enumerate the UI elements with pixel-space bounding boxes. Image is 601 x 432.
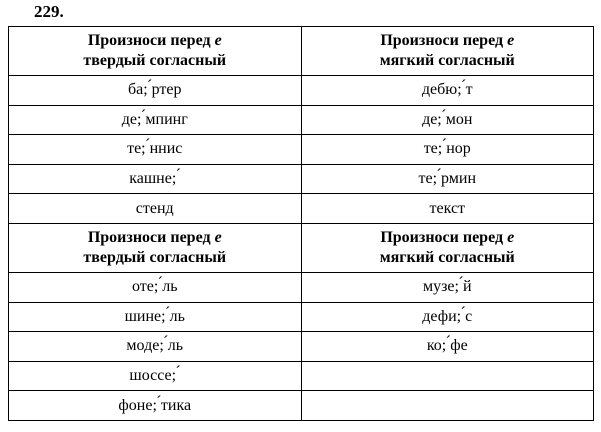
section-1-header-row bbox=[9, 27, 594, 76]
header-left-line2: твердый согласный bbox=[83, 52, 227, 69]
header-right-letter: е bbox=[507, 228, 515, 246]
word-soft: дебю; ́т bbox=[301, 76, 594, 106]
header-left-letter: е bbox=[214, 228, 222, 246]
table-row bbox=[9, 135, 594, 165]
word-soft: текст bbox=[301, 194, 594, 224]
word-soft: те; ́нор bbox=[301, 135, 594, 165]
word-hard: де; ́мпинг bbox=[9, 105, 302, 135]
header-right-line1: Произноси перед bbox=[380, 32, 504, 49]
word-hard: шине; ́ль bbox=[9, 302, 302, 332]
header-soft-consonant bbox=[301, 27, 594, 76]
header-right-line2: мягкий согласный bbox=[379, 248, 515, 266]
word-soft: музе; ́й bbox=[301, 272, 594, 302]
header-left-line2: твердый согласный bbox=[83, 248, 227, 266]
word-soft: дефи; ́с bbox=[301, 302, 594, 332]
word-soft bbox=[301, 361, 594, 391]
section-2-header-row bbox=[9, 223, 594, 272]
header-right-letter: е bbox=[507, 32, 515, 49]
pronunciation-table bbox=[8, 26, 594, 421]
table-row bbox=[9, 76, 594, 106]
header-right-line1: Произноси перед bbox=[380, 228, 504, 246]
header-left-line1: Произноси перед bbox=[87, 228, 211, 246]
table-row bbox=[9, 302, 594, 332]
word-hard: фоне; ́тика bbox=[9, 391, 302, 421]
header-left-line1: Произноси перед bbox=[87, 32, 211, 49]
word-hard: оте; ́ль bbox=[9, 272, 302, 302]
header-soft-consonant bbox=[301, 223, 594, 272]
table-row bbox=[9, 105, 594, 135]
table-row bbox=[9, 361, 594, 391]
header-hard-consonant bbox=[9, 223, 302, 272]
table-row bbox=[9, 164, 594, 194]
word-hard: стенд bbox=[9, 194, 302, 224]
exercise-number: 229. bbox=[34, 2, 64, 21]
header-right-line2: мягкий согласный bbox=[379, 52, 515, 69]
word-soft bbox=[301, 391, 594, 421]
word-hard: ба; ́ртер bbox=[9, 76, 302, 106]
word-hard: кашне; ́ bbox=[9, 164, 302, 194]
header-hard-consonant bbox=[9, 27, 302, 76]
word-hard: те; ́ннис bbox=[9, 135, 302, 165]
word-soft: ко; ́фе bbox=[301, 332, 594, 362]
word-hard: шоссе; ́ bbox=[9, 361, 302, 391]
table-row bbox=[9, 391, 594, 421]
word-soft: те; ́рмин bbox=[301, 164, 594, 194]
word-soft: де; ́мон bbox=[301, 105, 594, 135]
word-hard: моде; ́ль bbox=[9, 332, 302, 362]
table-row bbox=[9, 272, 594, 302]
header-left-letter: е bbox=[214, 32, 222, 49]
table-row bbox=[9, 332, 594, 362]
table-row bbox=[9, 194, 594, 224]
